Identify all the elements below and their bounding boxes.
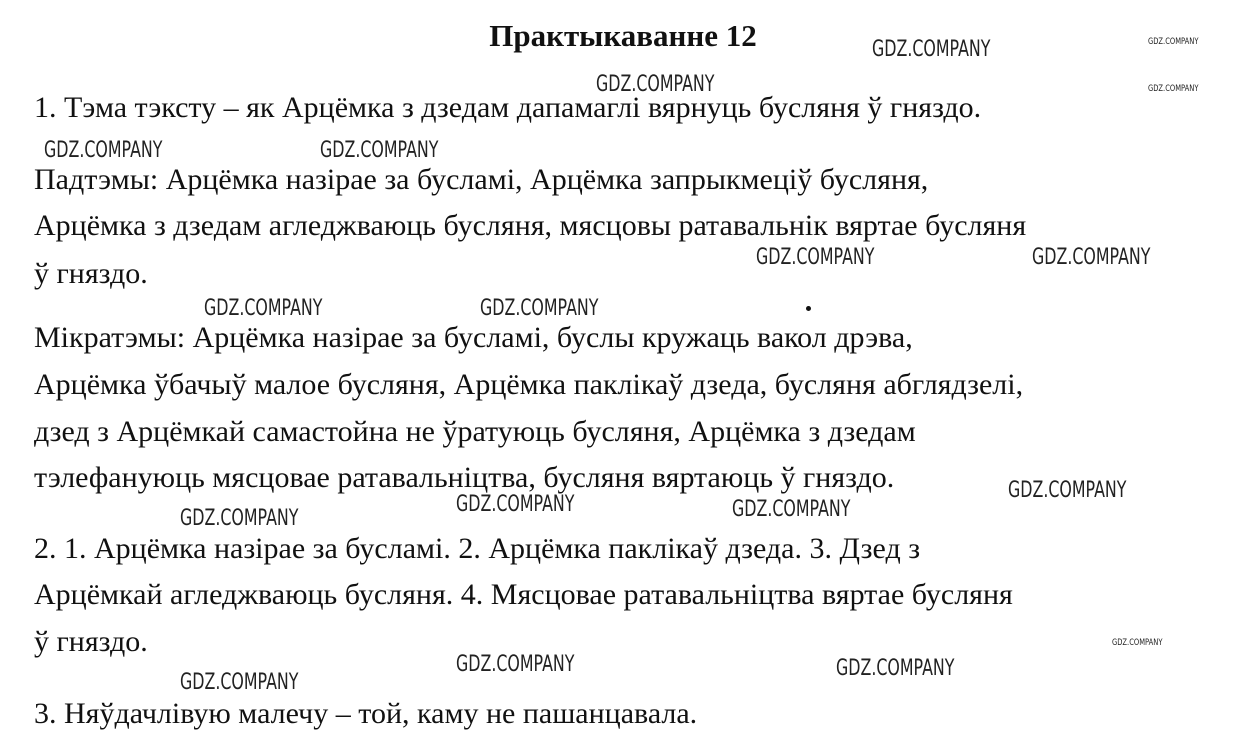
watermark: GDZ.COMPANY	[1008, 478, 1127, 503]
text-line-8: тэлефануюць мясцовае ратавальніцтва, бусляня вяртаюць ў гняздо.	[34, 461, 895, 494]
text-line-5: Мікратэмы: Арцёмка назірае за бусламі, буслы кружаць вакол дрэва,	[34, 321, 913, 354]
text-line-4: ў гняздо.	[34, 257, 148, 290]
watermark: GDZ.COMPANY	[456, 492, 575, 517]
text-line-11: ў гняздо.	[34, 625, 148, 658]
watermark: GDZ.COMPANY	[732, 497, 851, 522]
ink-dot	[806, 306, 811, 311]
watermark: GDZ.COMPANY	[872, 37, 991, 62]
text-line-9: 2. 1. Арцёмка назірае за бусламі. 2. Арцёмка паклікаў дзеда. 3. Дзед з	[34, 532, 921, 565]
text-line-1: 1. Тэма тэксту – як Арцёмка з дзедам дапамаглі вярнуць бусляня ў гняздо.	[34, 91, 982, 124]
watermark: GDZ.COMPANY	[836, 656, 955, 681]
watermark: GDZ.COMPANY	[1148, 84, 1199, 94]
text-line-3: Арцёмка з дзедам агледжваюць бусляня, мясцовы ратавальнік вяртае бусляня	[34, 209, 1027, 242]
text-line-6: Арцёмка ўбачыў малое бусляня, Арцёмка паклікаў дзеда, бусляня абглядзелі,	[34, 368, 1024, 401]
watermark: GDZ.COMPANY	[480, 296, 599, 321]
text-line-12: 3. Няўдачлівую малечу – той, каму не пашанцавала.	[34, 697, 698, 730]
watermark: GDZ.COMPANY	[596, 72, 715, 97]
watermark: GDZ.COMPANY	[756, 245, 875, 270]
watermark: GDZ.COMPANY	[1112, 638, 1163, 648]
watermark: GDZ.COMPANY	[180, 670, 299, 695]
watermark: GDZ.COMPANY	[456, 652, 575, 677]
exercise-title: Практыкаванне 12	[489, 18, 757, 53]
watermark: GDZ.COMPANY	[320, 138, 439, 163]
watermark: GDZ.COMPANY	[1032, 245, 1151, 270]
text-line-2: Падтэмы: Арцёмка назірае за бусламі, Арцёмка запрыкмеціў бусляня,	[34, 163, 929, 196]
watermark: GDZ.COMPANY	[204, 296, 323, 321]
watermark: GDZ.COMPANY	[180, 506, 299, 531]
text-line-10: Арцёмкай агледжваюць бусляня. 4. Мясцовае ратавальніцтва вяртае бусляня	[34, 578, 1013, 611]
watermark: GDZ.COMPANY	[44, 138, 163, 163]
text-line-7: дзед з Арцёмкай самастойна не ўратуюць бусляня, Арцёмка з дзедам	[34, 415, 916, 448]
watermark: GDZ.COMPANY	[1148, 37, 1199, 47]
